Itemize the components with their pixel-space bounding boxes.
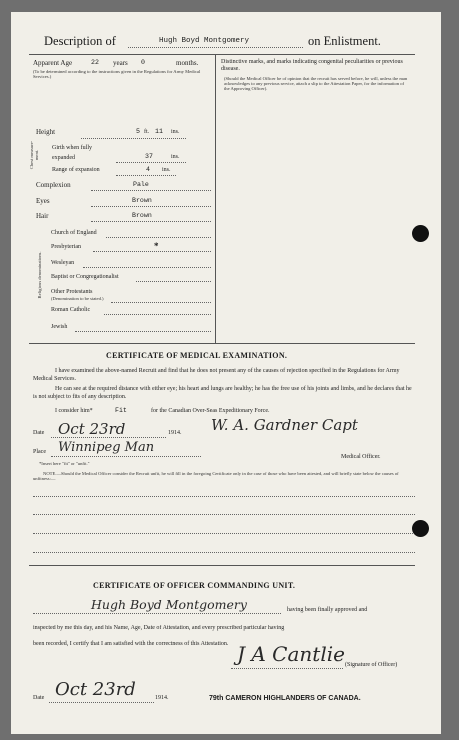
age-label: Apparent Age xyxy=(33,59,73,67)
commanding-line-2: inspected by me this day, and his Name, Age, Date of Attestation, and every prescribed particular having xyxy=(33,625,285,631)
punch-hole xyxy=(412,520,429,537)
age-years: 22 xyxy=(91,59,99,66)
commanding-signature: J A Cantlie xyxy=(237,642,345,666)
commanding-year: 1914. xyxy=(155,695,169,701)
chest-side-label: Chest measure-ment. xyxy=(29,140,40,170)
commanding-cert-title: CERTIFICATE OF OFFICER COMMANDING UNIT. xyxy=(93,581,296,590)
attestation-page xyxy=(11,12,441,734)
chest-range-unit: ins. xyxy=(162,167,171,173)
commanding-line-1: having been finally approved and xyxy=(287,607,368,613)
height-ft-label: ft. xyxy=(144,129,150,135)
religion-roman-catholic: Roman Catholic xyxy=(51,307,91,313)
commanding-date-hand: Oct 23rd xyxy=(55,679,136,700)
consider-prefix: I consider him* xyxy=(55,408,93,414)
religion-other-note: (Denomination to be stated.) xyxy=(51,296,104,301)
height-feet: 5 xyxy=(136,128,140,135)
height-label: Height xyxy=(36,128,56,136)
religion-church-of-england: Church of England xyxy=(51,230,97,236)
chest-girth-unit: ins. xyxy=(171,154,180,160)
height-inches: 11 xyxy=(155,128,163,135)
medical-officer-signature: W. A. Gardner Capt xyxy=(211,416,358,434)
commanding-date-label: Date xyxy=(33,695,45,701)
medical-cert-title: CERTIFICATE OF MEDICAL EXAMINATION. xyxy=(106,351,288,360)
distinctive-marks-note: (Should the Medical Officer be of opinion that the recruit has served before, he will, unless the man acknowledges to any previous service, attach a slip to the Attestation Paper, for the information of the Approving Officer). xyxy=(224,76,408,92)
unit-stamp: 79th CAMERON HIGHLANDERS OF CANADA. xyxy=(209,695,361,702)
religion-other-protestants: Other Protestants xyxy=(51,289,93,295)
title-suffix: on Enlistment. xyxy=(308,34,381,48)
age-years-label: years xyxy=(113,59,128,67)
religion-selected-mark: * xyxy=(154,241,159,251)
religion-baptist: Baptist or Congregationalist xyxy=(51,274,119,280)
medical-date-label: Date xyxy=(33,430,45,436)
consider-suffix: for the Canadian Over-Seas Expeditionary Force. xyxy=(151,408,270,414)
complexion-value: Pale xyxy=(133,181,149,188)
age-months-label: months. xyxy=(176,59,199,67)
commanding-line-3: been recorded, I certify that I am satisfied with the correctness of this Attestation. xyxy=(33,641,229,647)
hair-label: Hair xyxy=(36,212,49,220)
distinctive-marks-label: Distinctive marks, and marks indicating congenital peculiarities or previous disease. xyxy=(221,59,403,72)
medical-officer-label: Medical Officer. xyxy=(341,454,381,460)
place-hand: Winnipeg Man xyxy=(58,440,155,455)
religion-presbyterian: Presbyterian xyxy=(51,244,81,250)
unfit-note: NOTE.—Should the Medical Officer consider the Recruit unfit, he will fill in the foregoing Certificate only in the case of those who have been attested, and will briefly state below the causes of unfitness:— xyxy=(33,471,399,482)
religion-side-label: Religious denominations. xyxy=(37,251,42,299)
medical-para-1: I have examined the above-named Recruit and find that he does not present any of the causes of rejection specified in the Regulations for Army Medical Services. xyxy=(33,368,400,382)
religion-wesleyan: Wesleyan xyxy=(51,260,75,266)
recruit-name: Hugh Boyd Montgomery xyxy=(159,37,250,45)
hair-value: Brown xyxy=(132,212,152,219)
insert-note: *Insert here "fit" or "unfit." xyxy=(39,461,90,466)
punch-hole xyxy=(412,225,429,242)
chest-girth-label: Girth when fully expanded xyxy=(52,145,92,161)
medical-para-2: He can see at the required distance with either eye; his heart and lungs are healthy; he has the free use of his joints and limbs, and he declares that he is not subject to fits of any description. xyxy=(33,386,412,400)
place-label: Place xyxy=(33,449,46,455)
fitness-value: Fit xyxy=(115,407,127,414)
commanding-name-hand: Hugh Boyd Montgomery xyxy=(91,597,247,612)
signature-of-officer-label: (Signature of Officer) xyxy=(345,662,398,668)
age-months: 0 xyxy=(141,59,145,66)
eyes-label: Eyes xyxy=(36,197,50,205)
complexion-label: Complexion xyxy=(36,181,71,189)
medical-date-hand: Oct 23rd xyxy=(58,420,126,438)
chest-girth: 37 xyxy=(145,153,153,160)
height-ins-label: ins. xyxy=(171,129,180,135)
eyes-value: Brown xyxy=(132,197,152,204)
title-prefix: Description of xyxy=(44,34,116,48)
religion-jewish: Jewish xyxy=(51,324,68,330)
medical-year: 1914. xyxy=(168,430,182,436)
chest-range: 4 xyxy=(146,166,150,173)
chest-range-label: Range of expansion xyxy=(52,167,100,173)
age-note: (To be determined according to the instructions given in the Regulations for Army Medical Services.) xyxy=(33,69,201,80)
